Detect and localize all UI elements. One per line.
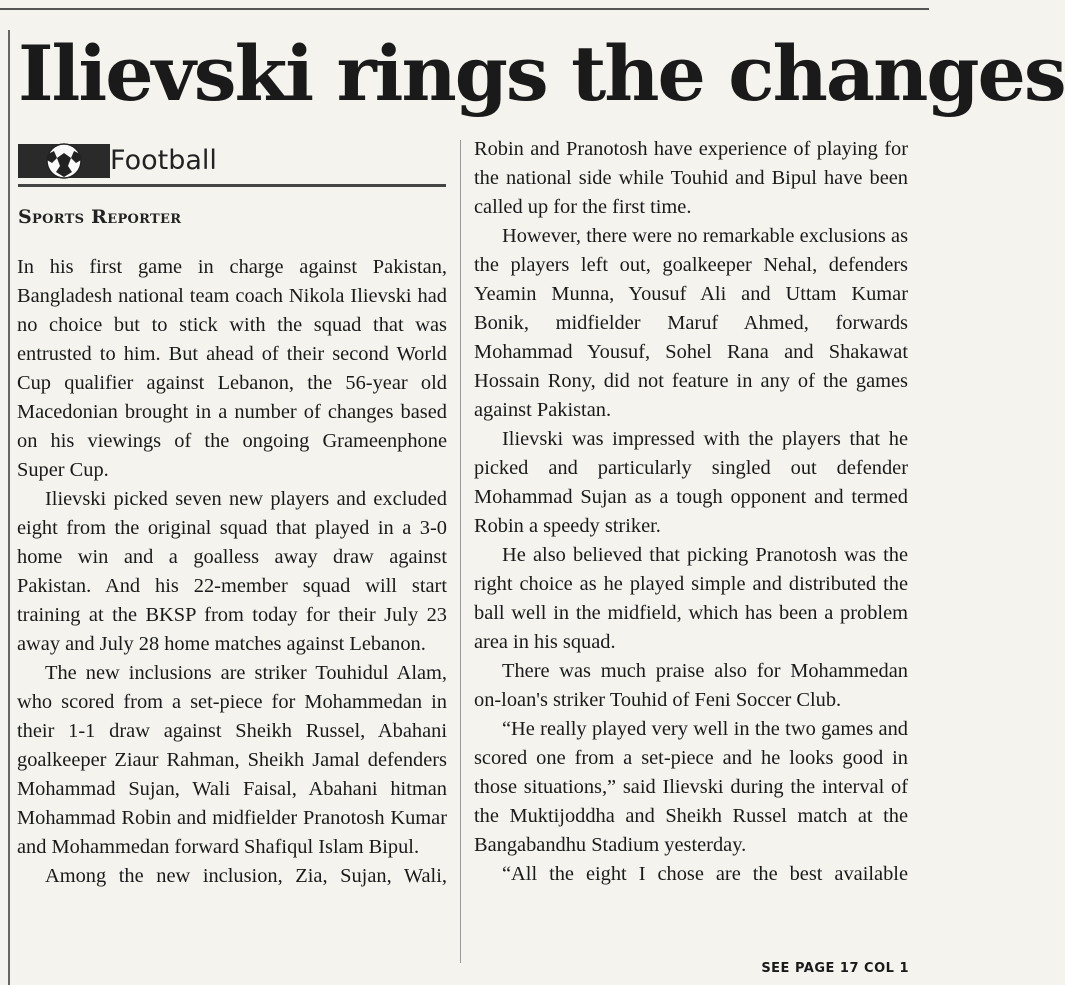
left-column (17, 253, 447, 891)
column-rule (460, 140, 461, 963)
article-paragraph: Ilievski picked seven new players and excluded eight from the original squad that played in a 3-0 home win and a goalless away draw against Pakistan. And his 22-member squad will start training at the BKSP from today for their July 23 away and July 28 home matches against Lebanon. (17, 488, 447, 655)
right-column (474, 135, 908, 889)
article-paragraph: The new inclusions are striker Touhidul Alam, who scored from a set-piece for Mohammedan in their 1-1 draw against Sheikh Russel, Abahani goalkeeper Ziaur Rahman, Sheikh Jamal defenders Mohammad Sujan, Wali Faisal, Abahani hitman Mohammad Robin and midfielder Pranotosh Kumar and Mohammedan forward Shafiqul Islam Bipul. (17, 662, 447, 858)
article-paragraph: There was much praise also for Mohammedan on-loan's striker Touhid of Feni Soccer Club. (474, 660, 908, 711)
article-paragraph: Among the new inclusion, Zia, Sujan, Wali, (45, 865, 447, 887)
article-paragraph: “All the eight I chose are the best available (502, 863, 908, 885)
article-paragraph: In his first game in charge against Pakistan, Bangladesh national team coach Nikola Ilievski had no choice but to stick with the squad that was entrusted to him. But ahead of their second World Cup qualifier against Lebanon, the 56-year old Macedonian brought in a number of changes based on his viewings of the ongoing Grameenphone Super Cup. (17, 256, 447, 481)
football-icon (18, 142, 110, 180)
article-paragraph: He also believed that picking Pranotosh was the right choice as he played simple and distributed the ball well in the midfield, which has been a problem area in his squad. (474, 544, 908, 653)
byline: Sports Reporter (18, 206, 182, 228)
section-label: Football (110, 145, 217, 176)
headline: Ilievski rings the changes (18, 29, 1065, 118)
jump-line: SEE PAGE 17 COL 1 (761, 961, 909, 976)
top-rule (0, 8, 929, 10)
section-kicker (18, 138, 446, 187)
article-paragraph: Ilievski was impressed with the players that he picked and particularly singled out defender Mohammad Sujan as a tough opponent and termed Robin a speedy striker. (474, 428, 908, 537)
left-rule (8, 30, 10, 985)
article-paragraph: “He really played very well in the two games and scored one from a set-piece and he looks good in those situations,” said Ilievski during the interval of the Muktijoddha and Sheikh Russel match at the Bangabandhu Stadium yesterday. (474, 718, 908, 856)
article-paragraph: However, there were no remarkable exclusions as the players left out, goalkeeper Nehal, defenders Yeamin Munna, Yousuf Ali and Uttam Kumar Bonik, midfielder Maruf Ahmed, forwards Mohammad Yousuf, Sohel Rana and Shakawat Hossain Rony, did not feature in any of the games against Pakistan. (474, 225, 908, 421)
article-paragraph: Robin and Pranotosh have experience of playing for the national side while Touhid and Bipul have been called up for the first time. (474, 138, 908, 218)
